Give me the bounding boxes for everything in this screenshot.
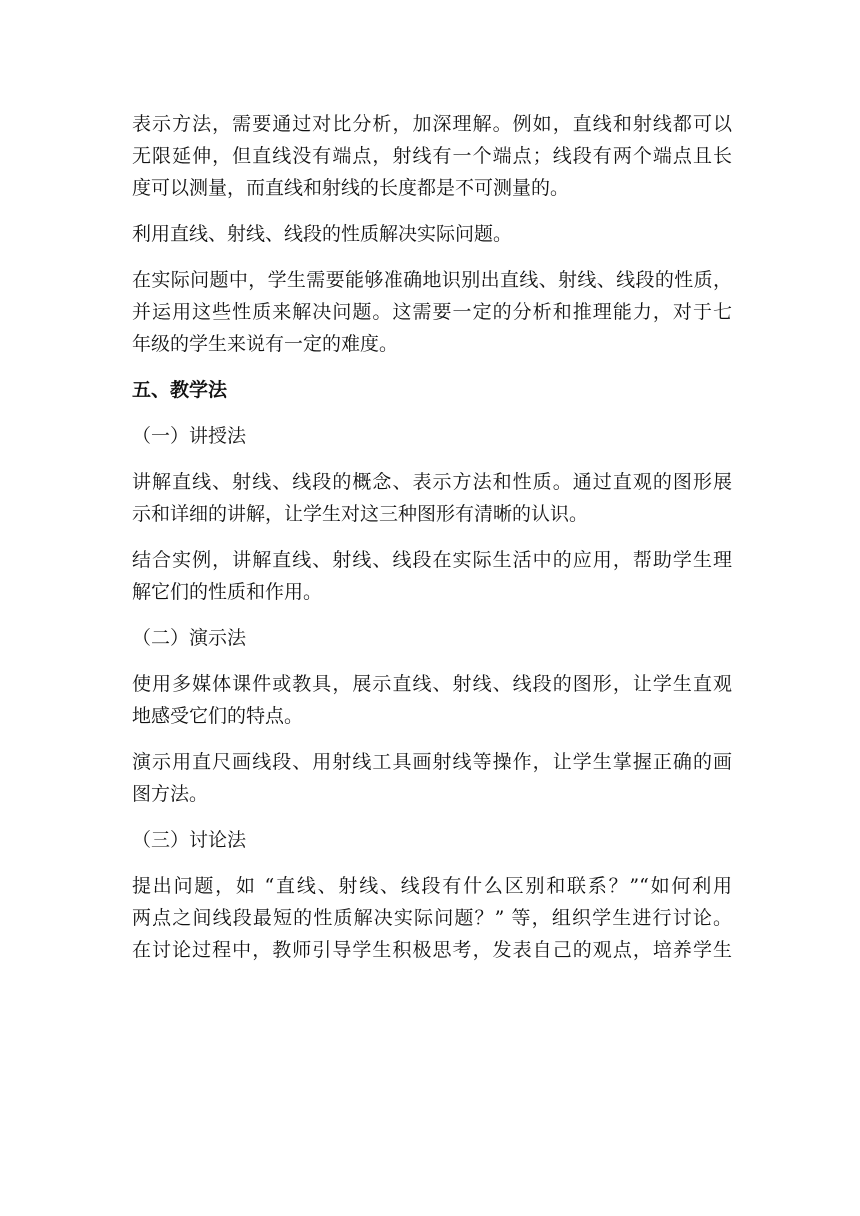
text-line: 地感受它们的特点。 — [132, 705, 304, 727]
paragraph — [132, 218, 732, 250]
paragraph — [132, 544, 732, 608]
subsection-heading-text: （三）讨论法 — [132, 829, 247, 851]
text-line: 利用直线、射线、线段的性质解决实际问题。 — [132, 223, 513, 245]
text-line: 提出问题，如 “直线、射线、线段有什么区别和联系？”“如何利用 — [132, 875, 732, 897]
paragraph — [132, 108, 732, 204]
section-heading-text: 五、教学法 — [132, 379, 228, 401]
text-line: 度可以测量，而直线和射线的长度都是不可测量的。 — [132, 177, 570, 199]
subsection-heading — [132, 420, 732, 452]
paragraph — [132, 668, 732, 732]
text-line: 讲解直线、射线、线段的概念、表示方法和性质。通过直观的图形展 — [132, 471, 732, 493]
paragraph — [132, 264, 732, 360]
text-line: 无限延伸，但直线没有端点，射线有一个端点；线段有两个端点且长 — [132, 145, 732, 167]
text-line: 表示方法，需要通过对比分析，加深理解。例如，直线和射线都可以 — [132, 113, 732, 135]
text-line: 结合实例，讲解直线、射线、线段在实际生活中的应用，帮助学生理 — [132, 549, 732, 571]
subsection-heading — [132, 824, 732, 856]
text-line: 演示用直尺画线段、用射线工具画射线等操作，让学生掌握正确的画 — [132, 751, 732, 773]
paragraph — [132, 466, 732, 530]
text-line: 示和详细的讲解，让学生对这三种图形有清晰的认识。 — [132, 503, 589, 525]
text-line: 使用多媒体课件或教具，展示直线、射线、线段的图形，让学生直观 — [132, 673, 732, 695]
document-body — [132, 108, 732, 966]
text-line: 年级的学生来说有一定的难度。 — [132, 333, 399, 355]
text-line: 在讨论过程中，教师引导学生积极思考，发表自己的观点，培养学生 — [132, 939, 732, 961]
subsection-heading — [132, 622, 732, 654]
subsection-heading-text: （二）演示法 — [132, 627, 247, 649]
text-line: 图方法。 — [132, 783, 209, 805]
text-line: 解它们的性质和作用。 — [132, 581, 323, 603]
paragraph — [132, 870, 732, 966]
paragraph — [132, 746, 732, 810]
text-line: 并运用这些性质来解决问题。这需要一定的分析和推理能力，对于七 — [132, 301, 732, 323]
text-line: 两点之间线段最短的性质解决实际问题？” 等，组织学生进行讨论。 — [132, 907, 732, 929]
section-heading — [132, 374, 732, 406]
text-line: 在实际问题中，学生需要能够准确地识别出直线、射线、线段的性质， — [132, 269, 732, 291]
subsection-heading-text: （一）讲授法 — [132, 425, 247, 447]
